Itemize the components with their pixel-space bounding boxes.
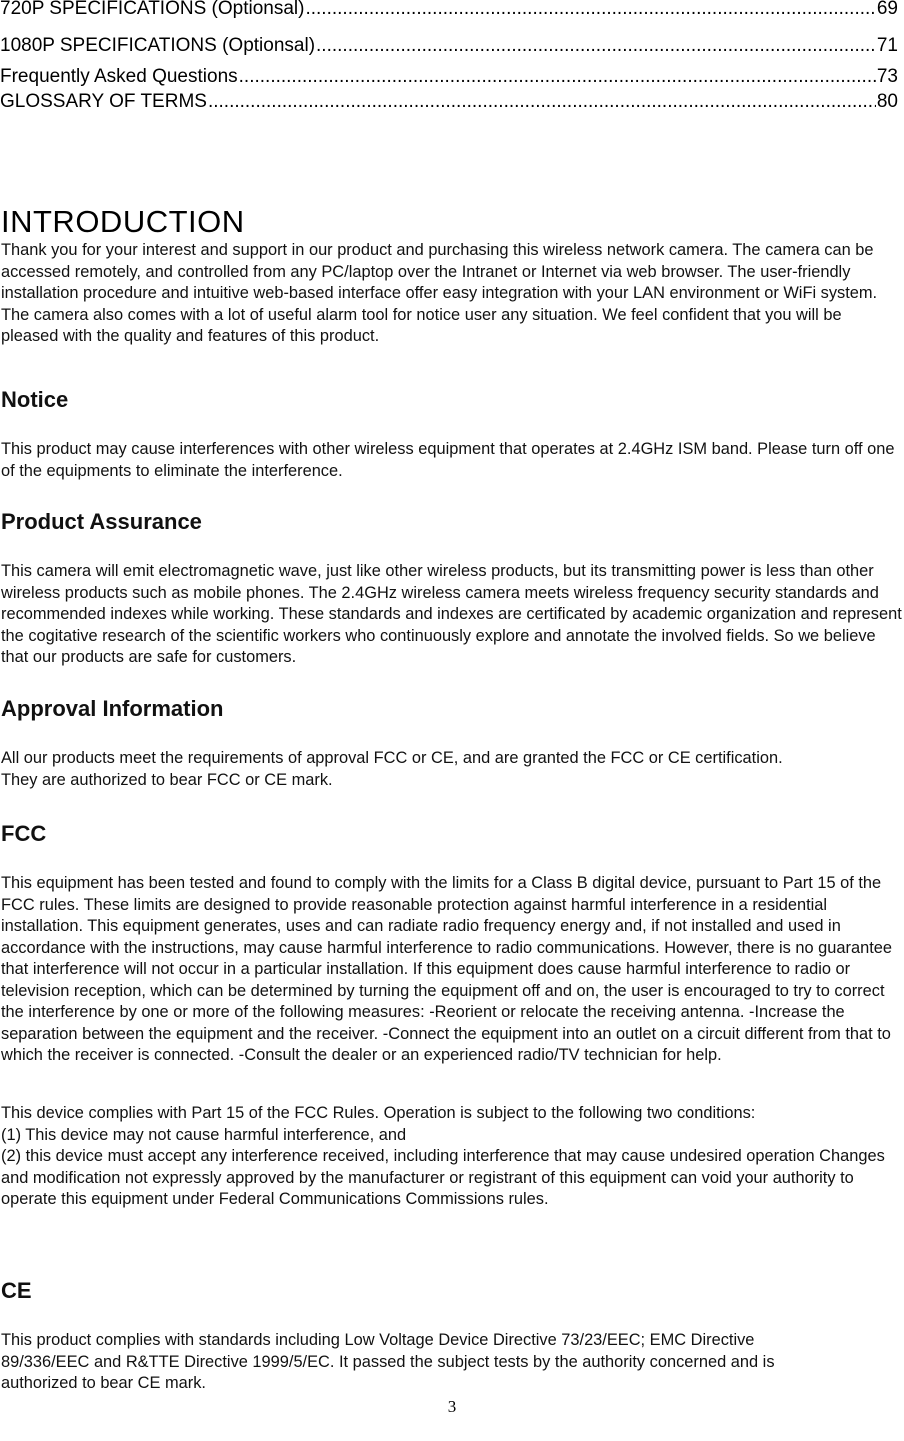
toc-entry[interactable] — [0, 91, 900, 113]
notice-paragraph: This product may cause interferences with other wireless equipment that operates at 2.4GHz ISM band. Please turn off one of the equipments to eliminate the interference. — [1, 440, 895, 480]
toc-entry[interactable] — [0, 35, 900, 57]
product-assurance-paragraph: This camera will emit electromagnetic wave, just like other wireless products, but its transmitting power is less than other wireless products such as mobile phones. The 2.4GHz wireless camera meets wireless frequency security standards and recommended indexes while working. These standards and indexes are certificated by academic organization and represent the cogitative research of the scientific workers who continuously explore and annotate the involved fields. So we believe that our products are safe for customers. — [1, 562, 902, 666]
fcc-conditions-intro: This device complies with Part 15 of the FCC Rules. Operation is subject to the following two conditions: — [1, 1104, 756, 1122]
toc-entry-page: 71 — [876, 35, 898, 56]
approval-paragraph: All our products meet the requirements of approval FCC or CE, and are granted the FCC or CE certification. They are authorized to bear FCC or CE mark. — [1, 749, 783, 789]
fcc-condition-2: (2) this device must accept any interference received, including interference that may cause undesired operation Changes and modification not expressly approved by the manufacturer or registrant of this equipment can void your authority to operate this equipment under Federal Communications Commissions rules. — [1, 1147, 885, 1208]
toc-entry-title: 720P SPECIFICATIONS (Optionsal) — [0, 0, 305, 19]
fcc-condition-1: (1) This device may not cause harmful interference, and — [1, 1125, 407, 1144]
page-number: 3 — [447, 1397, 457, 1416]
toc-leader-dots — [305, 0, 875, 20]
toc-leader-dots — [208, 91, 876, 113]
introduction-paragraph: Thank you for your interest and support in our product and purchasing this wireless network camera. The camera can be accessed remotely, and controlled from any PC/laptop over the Intranet or Internet via web browser. The user-friendly installation procedure and intuitive web-based interface offer easy integration with your LAN environment or WiFi system. The camera also comes with a lot of useful alarm tool for notice user any situation. We feel confident that you will be pleased with the quality and features of this product. — [1, 241, 878, 345]
fcc-conditions — [1, 1103, 903, 1211]
toc-entry-title: 1080P SPECIFICATIONS (Optionsal) — [0, 35, 316, 56]
toc-entry-title: GLOSSARY OF TERMS — [0, 91, 207, 112]
approval-heading: Approval Information — [1, 696, 224, 721]
toc-leader-dots — [316, 35, 876, 57]
introduction-heading: INTRODUCTION — [1, 204, 245, 239]
toc-entry-title: Frequently Asked Questions — [0, 66, 238, 87]
toc-entry-page: 80 — [876, 91, 898, 112]
ce-paragraph: This product complies with standards including Low Voltage Device Directive 73/23/EEC; EMC Directive 89/336/EEC and R&TTE Directive 1999/5/EC. It passed the subject tests by the authority concerned and is authorized to bear CE mark. — [1, 1331, 775, 1392]
fcc-paragraph: This equipment has been tested and found to comply with the limits for a Class B digital device, pursuant to Part 15 of the FCC rules. These limits are designed to provide reasonable protection against harmful interference in a residential installation. This equipment generates, uses and can radiate radio frequency energy and, if not installed and used in accordance with the instructions, may cause harmful interference to radio communications. However, there is no guarantee that interference will not occur in a particular installation. If this equipment does cause harmful interference to radio or television reception, which can be determined by turning the equipment off and on, the user is encouraged to try to correct the interference by one or more of the following measures: -Reorient or relocate the receiving antenna. -Increase the separation between the equipment and the receiver. -Connect the equipment into an outlet on a circuit different from that to which the receiver is connected. -Consult the dealer or an experienced radio/TV technician for help. — [1, 874, 893, 1064]
toc-leader-dots — [239, 66, 876, 88]
toc-entry[interactable] — [0, 66, 900, 88]
product-assurance-heading: Product Assurance — [1, 509, 202, 534]
toc-entry-page: 73 — [876, 66, 898, 87]
ce-heading: CE — [1, 1278, 32, 1303]
toc-entry[interactable] — [0, 0, 900, 20]
fcc-heading: FCC — [1, 821, 47, 846]
toc-entry-page: 69 — [876, 0, 898, 19]
notice-heading: Notice — [1, 387, 69, 412]
